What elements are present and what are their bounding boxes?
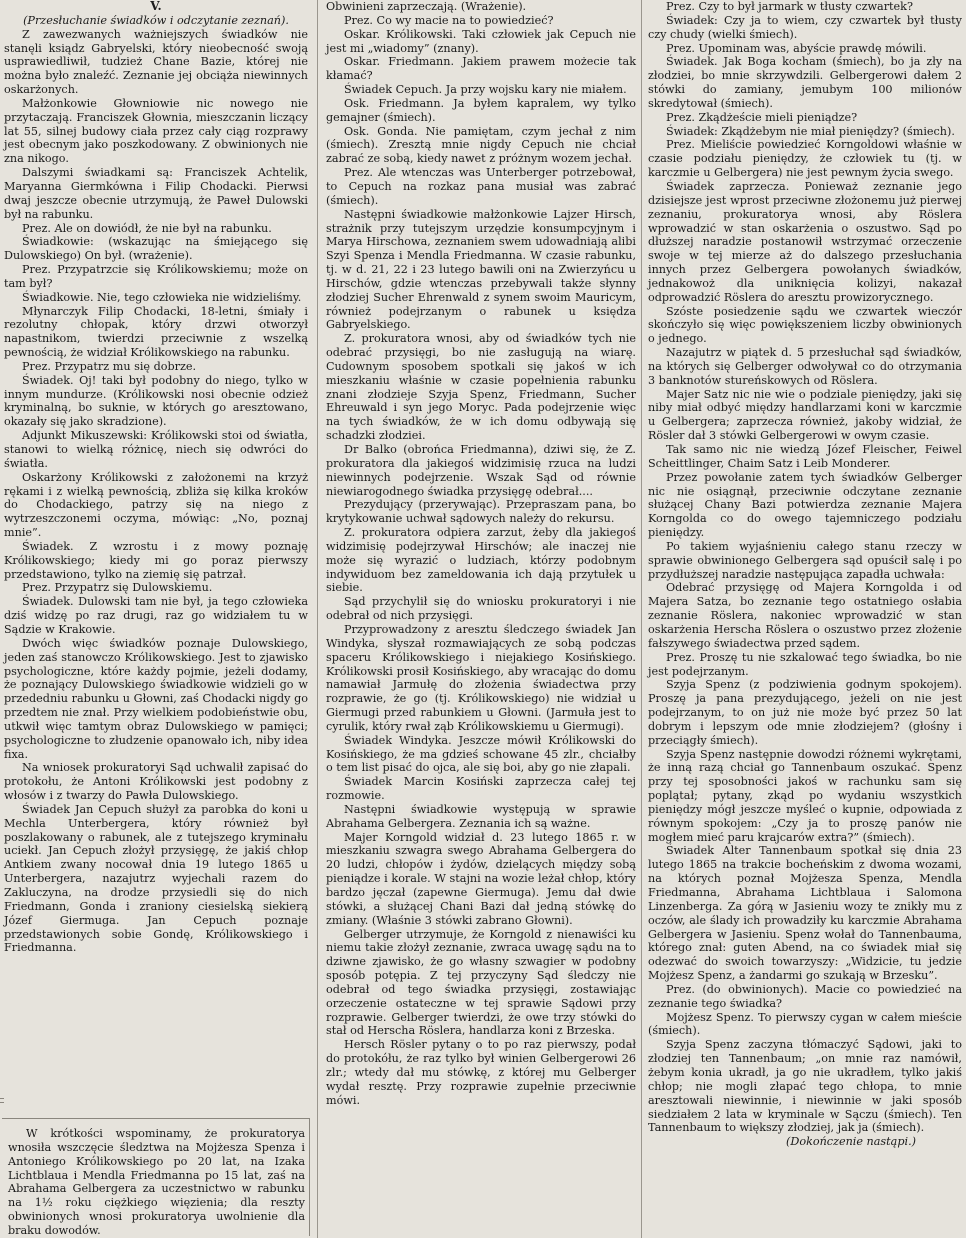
- paragraph: Świadek. Z wzrostu i z mowy poznaję Królikowskiego; kiedy mi go poraz pierwszy przedstawiono, tylko na ziemię się patrzał.: [4, 539, 308, 581]
- paragraph: Oskar. Królikowski. Taki człowiek jak Cepuch nie jest mi „wiadomy” (znany).: [326, 27, 636, 55]
- section-number: V.: [150, 0, 162, 13]
- paragraph: Majer Korngold widział d. 23 lutego 1865 r. w mieszkaniu szwagra swego Abrahama Gelbergera do 20 ludzi, chłopów i żydów, dzielących między sobą pieniądze i korale. W stajni na wozie leżał chłop, który bardzo jęczał (zapewne Giermuga). Jemu dał dwie stówki, a służącej Chani Bazi dał jedną stówkę do zmiany. (Właśnie 3 stówki zabrano Głowni).: [326, 830, 636, 927]
- footnote-box: [2, 1118, 310, 1236]
- paragraph: Świadek Windyka. Jeszcze mówił Królikowski do Kosińskiego, że ma gdzieś schowane 45 zlr., chciałby o tem list pisać do ojca, ale się boi, aby go nie złapali.: [326, 733, 636, 775]
- paragraph: Po takiem wyjaśnieniu całego stanu rzeczy w sprawie obwinionego Gelbergera sąd opuścił salę i po przydłuższej naradzie następująca zapadła uchwała:: [648, 539, 962, 581]
- paragraph: Dr Balko (obrońca Friedmanna), dziwi się, że Z. prokuratora dla jakiegoś widzimisię rzuca na ludzi niewinnych podejrzenie. Wszak Sąd od równie niewiarogodnego świadka przysięgę odebrał....: [326, 443, 636, 498]
- paragraph: Nazajutrz w piątek d. 5 przesłuchał sąd świadków, na których się Gelberger odwoływał co do otrzymania 3 banknotów stureńskowych od Röslera.: [648, 346, 962, 387]
- paragraph: Dwóch więc świadków poznaje Dulowskiego, jeden zaś stanowczo Królikowskiego. Jest to zjawisko psychologiczne, które każdy pojmie, jeżeli dodamy, że poznający Dulowskiego świadkowie widzieli go w przededniu rabunku u Głowni, zaś Chodacki nigdy go przedtem nie znał. Przy wielkiem podobieństwie obu, utkwił więc tamtym obraz Dulowskiego w pamięci; psychologiczne to złudzenie opanowało ich, niby idea fixa.: [4, 636, 308, 761]
- paragraph: Prez. Upominam was, abyście prawdę mówili.: [666, 41, 927, 55]
- footnote-text: W krótkości wspominamy, że prokuratorya wnosiła wszczęcie śledztwa na Mojżesza Spenza i Antoniego Królikowskiego po 20 lat, na Izaka Lichtblaua i Mendla Friedmanna po 15 lat, zaś na Abrahama Gelbergera za uczestnictwo w rabunku na 1½ roku ciężkiego więzienia; dla reszty obwinionych wnosi prokuratorya uwolnienie dla braku dowodów.: [8, 1127, 305, 1237]
- paragraph: Oskarżony Królikowski z założonemi na krzyż rękami i z wielką pewnością, zbliża się kilka kroków do Chodackiego, patrzy się na niego z wytrzeszczonemi oczyma, mówiąc: „No, poznaj mnie”.: [4, 470, 308, 540]
- paragraph: Prezydujący (przerywając). Przepraszam pana, bo krytykowanie uchwał sądowych należy do rekursu.: [326, 498, 636, 526]
- paragraph: Prez. Ale wtenczas was Unterberger potrzebował, to Cepuch na rozkaz pana musiał was zabrać (śmiech).: [326, 166, 636, 207]
- paragraph: Sąd przychylił się do wniosku prokuratoryi i nie odebrał od nich przysięgi.: [326, 595, 636, 623]
- paragraph: Prez. Przypatrz się Dulowskiemu.: [22, 581, 213, 595]
- paragraph: Świadek: Czy ja to wiem, czy czwartek był tłusty czy chudy (wielki śmiech).: [648, 13, 962, 41]
- paragraph: Hersch Rösler pytany o to po raz pierwszy, podał do protokółu, że raz tylko był winien Gelbergerowi 26 zlr.; wtedy dał mu stówkę, z której mu Gelberger wydał resztę. Przy rozprawie zupełnie przeciwnie mówi.: [326, 1038, 636, 1107]
- paragraph: Prez. Przypatrz mu się dobrze.: [22, 359, 197, 373]
- section-subtitle: (Przesłuchanie świadków i odczytanie zeznań).: [23, 13, 289, 27]
- paragraph: Odebrać przysięgę od Majera Korngolda i od Majera Satza, bo zeznanie tego ostatniego osłabia zeznanie Röslera, nakoniec wprowadzić w stan oskarżenia Herscha Röslera o oszustwo przez złożenie fałszywego świadectwa przed sądem.: [648, 581, 962, 650]
- paragraph: Z zawezwanych ważniejszych świadków nie stanęli ksiądz Gabryelski, który nieobecność swoją usprawiedliwił, tudzież Chane Bazie, której nie można było znaleźć. Zeznanie jej obciąża niewinnych oskarżonych.: [4, 27, 308, 97]
- paragraph: Świadkowie. Nie, tego człowieka nie widzieliśmy.: [22, 290, 302, 304]
- paragraph: Szyja Spenz zaczyna tłómaczyć Sądowi, jaki to złodziej ten Tannenbaum; „on mnie raz namówił, żebym konia ukradł, ja go nie ukradłem, tylko jakiś chłop; nie mogli złapać tego chłopa, to mnie aresztowali niewinnie, i niewinnie w jaki sposób siedziałem 2 lata w kryminale w Sączu (śmiech). Ten Tannenbaum to większy złodziej, jak ja (śmiech).: [648, 1038, 962, 1135]
- paragraph: Oskar. Friedmann. Jakiem prawem możecie tak kłamać?: [326, 55, 636, 83]
- paragraph: Prez. Ale on dowiódł, że nie był na rabunku.: [22, 221, 272, 235]
- paragraph: Małżonkowie Głowniowie nic nowego nie przytaczają. Franciszek Głownia, mieszczanin liczący lat 55, silnej budowy ciała przez cały ciąg rozprawy jest obecnym jako poszkodowany. Z obwinionych nie zna nikogo.: [4, 96, 308, 166]
- paragraph: Tak samo nic nie wiedzą Józef Fleischer, Feiwel Scheittlinger, Chaim Satz i Leib Monderer.: [648, 443, 962, 470]
- paragraph: Świadek Jan Cepuch służył za parobka do koni u Mechla Unterbergera, który również był poszlakowany o rabunek, ale z tutejszego kryminału uciekł. Jan Cepuch złożył przysięgę, że jakiś chłop Antkiem zwany nocował dnia 19 lutego 1865 u Unterbergera, nazajutrz wyjechali razem do Zakluczyna, na drodze przysiedli się do nich Friedmann, Gonda i zraniony ciesielską siekierą Józef Giermuga. Jan Cepuch poznaje przedstawionych sobie Gondę, Królikowskiego i Friedmanna.: [4, 802, 308, 955]
- paragraph: Prez. Proszę tu nie szkalować tego świadka, bo nie jest podejrzanym.: [648, 650, 962, 678]
- paragraph: Świadek zaprzecza. Ponieważ zeznanie jego dzisiejsze jest wprost przeciwne złożonemu już pierwej zeznaniu, prokuratorya wnosi, aby Röslera wprowadzić w stan oskarżenia o oszustwo. Sąd po dłuższej naradzie postanowił wstrzymać orzeczenie swoje w tej mierze aż do dalszego przesłuchania innych przez Gelbergera powołanych świadków, jednakowoż dla uniknięcia kolizyi, nakazał odprowadzić Röslera do aresztu prowizorycznego.: [648, 179, 962, 304]
- paragraph: Świadek. Dulowski tam nie był, ja tego człowieka dziś widzę po raz drugi, raz go widziałem tu w Sądzie w Krakowie.: [4, 595, 308, 636]
- divider-tick: [0, 1098, 4, 1099]
- paragraph: Świadek: Zkądżebym nie miał pieniędzy? (śmiech).: [666, 124, 955, 138]
- paragraph: Prez. Czy to był jarmark w tłusty czwartek?: [666, 0, 913, 13]
- paragraph: Szyja Spenz następnie dowodzi różnemi wykrętami, że inną razą chciał go Tannenbaum oszukać. Spenz przy tej sposobności jakoś w rachunku sam się poplątał; pytany, zkąd po wydaniu wszystkich pieniędzy mógł jeszcze myśleć o kupnie, odpowiada z równym spokojem: „Czy ja to proszę panów nie mogłem mieć paru krajcarów extra?” (śmiech).: [648, 747, 962, 844]
- column-rule-1: [317, 0, 318, 1238]
- divider-tick: [0, 1102, 4, 1103]
- column-2: [326, 0, 636, 1107]
- paragraph: Na wniosek prokuratoryi Sąd uchwalił zapisać do protokołu, że Antoni Królikowski jest podobny z włosów i z twarzy do Pawła Dulowskiego.: [4, 761, 308, 803]
- paragraph: Świadek Cepuch. Ja przy wojsku kary nie miałem.: [344, 83, 627, 97]
- paragraph: Prez. Co wy macie na to powiedzieć?: [344, 13, 554, 27]
- paragraph: Z. prokuratora odpiera zarzut, żeby dla jakiegoś widzimisię podejrzywał Hirschów; ale inaczej nie może się wyrazić o ludziach, którzy podobnym indywiduom bez zameldowania ich dają przytułek u siebie.: [326, 526, 636, 595]
- paragraph: Osk. Friedmann. Ja byłem kapralem, wy tylko gemajner (śmiech).: [326, 96, 636, 124]
- paragraph: Z. prokuratora wnosi, aby od świadków tych nie odebrać przysięgi, bo nie zasługują na wiarę. Cudownym sposobem spotkali się jakoś w ich mieszkaniu właśnie w czasie popełnienia rabunku znani złodzieje Szyja Spenz, Friedmann, Sucher Ehreuwald i syn jego Moryc. Pada podejrzenie więc na tych świadków, że w ich domu odbywają się schadzki złodziei.: [326, 332, 636, 443]
- paragraph: Mojżesz Spenz. To pierwszy cygan w całem mieście (śmiech).: [648, 1010, 962, 1038]
- column-3: [648, 0, 962, 1238]
- paragraph: Obwinieni zaprzeczają. (Wrażenie).: [326, 0, 527, 13]
- paragraph: Prez. (do obwinionych). Macie co powiedzieć na zeznanie tego świadka?: [648, 982, 962, 1010]
- paragraph: Prez. Mieliście powiedzieć Korngoldowi właśnie w czasie podziału pieniędzy, że człowiek tu (tj. w karczmie u Gelbergera) nie jest pewnym życia swego.: [648, 138, 962, 180]
- paragraph: Młynarczyk Filip Chodacki, 18-letni, śmiały i rezolutny chłopak, który drzwi otworzył napastnikom, twierdzi przeciwnie z wszelką pewnością, że widział Królikowskiego na rabunku.: [4, 304, 308, 360]
- continuation-note: (Dokończenie nastąpi.): [786, 1135, 916, 1149]
- paragraph: Dalszymi świadkami są: Franciszek Achtelik, Maryanna Giermkówna i Filip Chodacki. Pierwsi dwaj jeszcze obecnie utrzymują, że Paweł Dulowski był na rabunku.: [4, 166, 308, 221]
- paragraph: Świadek Marcin Kosiński zaprzecza całej tej rozmowie.: [326, 775, 636, 803]
- paragraph: Przyprowadzony z aresztu śledczego świadek Jan Windyka, słyszał rozmawiających ze sobą podczas spaceru Królikowskiego i niejakiego Kosińskiego. Królikowski prosił Kosińskiego, aby wracając do domu namawiał Jarmułę do złożenia świadectwa przy rozprawie, że go (tj. Królikowskiego) nie widział u Giermugi przed rabunkiem u Głowni. (Jarmuła jest to cyrulik, który rwał ząb Królikowskiemu u Giermugi).: [326, 622, 636, 733]
- paragraph: Świadkowie: (wskazując na śmiejącego się Dulowskiego) On był. (wrażenie).: [4, 235, 308, 263]
- paragraph: Majer Satz nic nie wie o podziale pieniędzy, jaki się niby miał odbyć między handlarzami koni w karczmie u Gelbergera; zaprzecza również, jakoby widział, że Rösler dał 3 stówki Gelbergerowi w owym czasie.: [648, 387, 962, 443]
- paragraph: Gelberger utrzymuje, że Korngold z nienawiści ku niemu takie złożył zeznanie, zwraca uwagę sądu na to dziwne zjawisko, że go własny szwagier w podobny sposób potępia. Z tej przyczyny Sąd śledczy nie odebrał od tego świadka przysięgi, zostawiając orzeczenie ostateczne w tej sprawie Sądowi przy rozprawie. Gelberger twierdzi, że owe trzy stówki do stał od Herscha Röslera, handlarza koni z Brzeska.: [326, 927, 636, 1038]
- paragraph: Szóste posiedzenie sądu we czwartek wieczór skończyło się więc powiększeniem liczby obwinionych o jednego.: [648, 304, 962, 346]
- paragraph: Następni świadkowie małżonkowie Lajzer Hirsch, strażnik przy tutejszym urzędzie konsumpcyjnym i Marya Hirschowa, zeznaniem swem udowadniają alibi Szyi Spenza i Mendla Friedmanna. W czasie rabunku, tj. w d. 21, 22 i 23 lutego bawili oni na Zwierzyńcu u Hirschów, gdzie wtenczas przebywali także słynny złodziej Sucher Ehrenwald z synem swoim Mauricym, również podejrzanym o rabunek u księdza Gabryelskiego.: [326, 207, 636, 332]
- paragraph: Prez. Zkądżeście mieli pieniądze?: [666, 110, 858, 124]
- paragraph: Adjunkt Mikuszewski: Królikowski stoi od światła, stanowi to wielką różnicę, niech się odwróci do światła.: [4, 429, 308, 470]
- paragraph: Świadek. Oj! taki był podobny do niego, tylko w innym mundurze. (Królikowski nosi obecnie odzież kryminalną, bo suknie, w których go aresztowano, okazały się jako skradzione).: [4, 373, 308, 429]
- paragraph: Prez. Przypatrzcie się Królikowskiemu; może on tam był?: [4, 263, 308, 290]
- paragraph: Świadek Alter Tannenbaum spotkał się dnia 23 lutego 1865 na trakcie bocheńskim z dwoma wozami, na których poznał Mojżesza Spenza, Mendla Friedmanna, Abrahama Lichtblaua i Salomona Linzenberga. Za górą w Jasieniu wozy te znikły mu z oczów, ale ślady ich prowadziły ku karczmie Abrahama Gelbergera w Jasieniu. Spenz wołał do Tannenbauma, którego znał: guten Abend, na co świadek miał się odezwać do swoich towarzyszy: „Widzicie, tu jedzie Mojżesz Spenz, a żandarmi go szukają w Brzesku”.: [648, 844, 962, 983]
- paragraph: Następni świadkowie występują w sprawie Abrahama Gelbergera. Zeznania ich są ważne.: [326, 802, 636, 830]
- paragraph: Osk. Gonda. Nie pamiętam, czym jechał z nim (śmiech). Zresztą mnie nigdy Cepuch nie chciał zabrać ze sobą, kiedy nawet z próżnym wozem jechał.: [326, 124, 636, 166]
- column-rule-2: [641, 0, 642, 1238]
- column-1: [4, 0, 308, 955]
- paragraph: Świadek. Jak Boga kocham (śmiech), bo ja zły na złodziei, bo mnie skrzywdzili. Gelbergerowi dałem 2 stówki do zamiany, jemubym 100 milionów skredytował (śmiech).: [648, 55, 962, 110]
- paragraph: Przez powołanie zatem tych świadków Gelberger nic nie osiągnął, przeciwnie odczytane zeznanie służącej Chany Bazi potwierdza zeznanie Majera Korngolda co do owego tajemniczego podziału pieniędzy.: [648, 470, 962, 540]
- paragraph: Szyja Spenz (z podziwienia godnym spokojem). Proszę ja pana prezydującego, jeżeli on nie jest podejrzanym, to on już nie może być przez 50 lat dobrym i lepszym ode mnie złodziejem? (głośny i przeciągły śmiech).: [648, 678, 962, 747]
